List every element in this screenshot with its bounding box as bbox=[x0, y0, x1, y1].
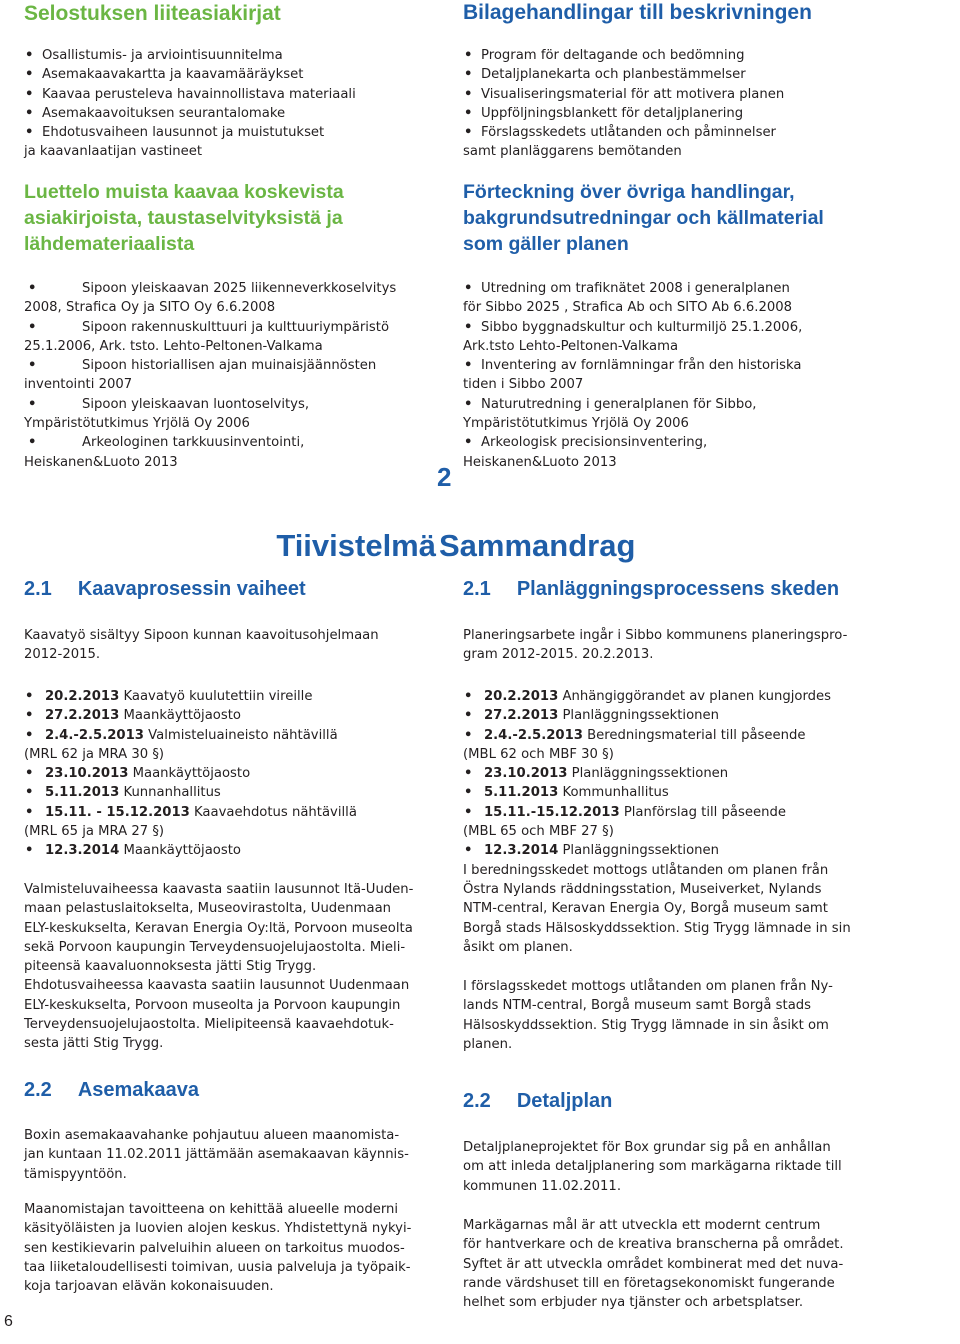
timeline-date: 12.3.2014 bbox=[484, 843, 559, 859]
text-line: för hantverkare och de kreativa branscherna på området. bbox=[463, 1237, 844, 1253]
sv-other-docs-list bbox=[463, 279, 933, 472]
timeline-text: Planförslag till påseende bbox=[619, 804, 786, 820]
list-item bbox=[463, 395, 933, 434]
sv-timeline bbox=[463, 687, 943, 957]
timeline-text: Maankäyttöjaosto bbox=[119, 843, 241, 859]
list-item-text: Sipoon yleiskaavan luontoselvitys, bbox=[82, 396, 310, 412]
text-line: sekä Porvoon kaupungin Terveydensuojelujaostolta. Mieli- bbox=[24, 939, 406, 955]
list-item-text: Arkeologisk precisionsinventering, bbox=[481, 435, 708, 451]
section-title: Asemakaava bbox=[77, 1079, 200, 1101]
fi-other-docs-heading bbox=[24, 179, 436, 257]
timeline-date: 20.2.2013 bbox=[45, 689, 120, 704]
timeline-text: Beredningsmaterial till påseende bbox=[582, 727, 806, 743]
text-line: piteensä kaavaluonnoksesta jätti Stig Trygg. bbox=[24, 959, 317, 975]
section-number: 2.2 bbox=[24, 1079, 52, 1101]
list-item: • Asemakaavoituksen seurantalomake bbox=[24, 104, 436, 123]
section-number: 2.2 bbox=[463, 1090, 491, 1112]
list-item: • Visualiseringsmaterial för att motivera planen bbox=[463, 85, 933, 104]
fi-other-docs-list bbox=[24, 279, 436, 472]
list-item-continuation: 2008, Strafica Oy ja SITO Oy 6.6.2008 bbox=[24, 300, 276, 316]
text-line: rande värdshuset till en företagsekonomiskt fungerande bbox=[463, 1275, 835, 1291]
text-line: käsityöläisten ja luovien alojen keskus. Yhdistettynä nykyi- bbox=[24, 1221, 412, 1237]
sv-section-2-2-para2 bbox=[463, 1216, 943, 1312]
sv-other-docs-heading bbox=[463, 179, 943, 257]
timeline-date: 20.2.2013 bbox=[484, 689, 559, 704]
text-line: tämispyyntöön. bbox=[24, 1166, 127, 1182]
sv-attachments-list bbox=[463, 46, 933, 162]
list-item: • Kaavaa perusteleva havainnollistava materiaali bbox=[24, 85, 436, 104]
heading-line: som gäller planen bbox=[463, 233, 629, 255]
timeline-item bbox=[463, 803, 943, 842]
list-item bbox=[24, 433, 436, 472]
text-line: Ehdotusvaiheessa kaavasta saatiin lausunnot Uudenmaan bbox=[24, 978, 410, 994]
sv-summary-title: Sammandrag bbox=[439, 528, 636, 563]
text-line: Boxin asemakaavahanke pohjautuu alueen maanomista- bbox=[24, 1128, 400, 1143]
page-number: 6 bbox=[4, 1313, 13, 1330]
list-item-continuation: Heiskanen&Luoto 2013 bbox=[24, 454, 178, 470]
section-marker-number: 2 bbox=[437, 462, 452, 492]
timeline-date: 5.11.2013 bbox=[45, 785, 120, 801]
section-number: 2.1 bbox=[24, 578, 52, 600]
sv-section-2-2-heading bbox=[463, 1090, 612, 1113]
section-title: Kaavaprosessin vaiheet bbox=[77, 578, 306, 600]
text-line: Syftet är att utveckla området kombinerat med det nuva- bbox=[463, 1256, 844, 1272]
sv-section-2-2-para1 bbox=[463, 1138, 943, 1196]
timeline-text: Maankäyttöjaosto bbox=[119, 708, 241, 724]
timeline-continuation: I beredningsskedet mottogs utlåtanden om planen från bbox=[463, 862, 829, 878]
sv-section-2-1-para2 bbox=[463, 977, 943, 1054]
text-line: Maanomistajan tavoitteena on kehittää alueelle moderni bbox=[24, 1202, 399, 1217]
list-item-text: Arkeologinen tarkkuusinventointi, bbox=[82, 435, 305, 451]
timeline-date: 5.11.2013 bbox=[484, 785, 559, 801]
timeline-date: 2.4.-2.5.2013 bbox=[484, 727, 583, 743]
timeline-text: Kommunhallitus bbox=[558, 785, 669, 801]
text-line: Detaljplaneprojektet för Box grundar sig på en anhållan bbox=[463, 1140, 831, 1155]
fi-summary-title: Tiivistelmä bbox=[276, 528, 436, 563]
timeline-text: Maankäyttöjaosto bbox=[128, 766, 251, 782]
list-item-continuation: 25.1.2006, Ark. tsto. Lehto-Peltonen-Valkama bbox=[24, 338, 323, 354]
list-item-continuation: Heiskanen&Luoto 2013 bbox=[463, 454, 617, 470]
text-line: 2012-2015. bbox=[24, 647, 101, 663]
timeline-item bbox=[463, 726, 943, 765]
timeline-item bbox=[24, 841, 436, 860]
timeline-date: 15.11. - 15.12.2013 bbox=[45, 804, 190, 820]
text-line: Hälsoskyddssektion. Stig Trygg lämnade in sin åsikt om bbox=[463, 1017, 829, 1033]
timeline-text: Anhängiggörandet av planen kungjordes bbox=[558, 689, 831, 704]
list-item bbox=[24, 395, 436, 434]
text-line: I förslagsskedet mottogs utlåtanden om planen från Ny- bbox=[463, 979, 833, 994]
list-item bbox=[463, 318, 933, 357]
list-item-text: Utredning om trafiknätet 2008 i generalplanen bbox=[481, 281, 790, 296]
timeline-item bbox=[24, 726, 436, 765]
list-item: • Osallistumis- ja arviointisuunnitelma bbox=[24, 46, 436, 65]
list-item-text: Inventering av fornlämningar från den historiska bbox=[481, 358, 802, 374]
fi-attachments-heading: Selostuksen liiteasiakirjat bbox=[24, 2, 281, 25]
text-line: Kaavatyö sisältyy Sipoon kunnan kaavoitusohjelmaan bbox=[24, 628, 379, 643]
list-item-continuation: tiden i Sibbo 2007 bbox=[463, 377, 584, 393]
timeline-text: Planläggningssektionen bbox=[558, 843, 719, 859]
heading-line: Luettelo muista kaavaa koskevista bbox=[24, 181, 344, 203]
timeline-continuation: (MRL 65 ja MRA 27 §) bbox=[24, 824, 165, 840]
timeline-item bbox=[463, 687, 943, 706]
text-line: sen kestikievarin palveluihin alueen on tarkoitus muodos- bbox=[24, 1240, 405, 1256]
text-line: planen. bbox=[463, 1036, 513, 1052]
text-line: jan kuntaan 11.02.2011 jättämään asemakaavan käynnis- bbox=[24, 1147, 409, 1163]
timeline-text: Kaavaehdotus nähtävillä bbox=[189, 804, 357, 820]
section-title: Detaljplan bbox=[516, 1090, 613, 1112]
timeline-date: 23.10.2013 bbox=[484, 766, 568, 782]
list-item-text: Sipoon historiallisen ajan muinaisjäännösten bbox=[82, 358, 377, 374]
list-item-text: Ehdotusvaiheen lausunnot ja muistutukset bbox=[42, 125, 325, 141]
timeline-text: Valmisteluaineisto nähtävillä bbox=[143, 727, 338, 743]
list-item-continuation: för Sibbo 2025 , Strafica Ab och SITO Ab 6.6.2008 bbox=[463, 300, 793, 316]
section-number: 2.1 bbox=[463, 578, 491, 600]
fi-section-2-2-para1 bbox=[24, 1126, 444, 1184]
heading-line: Förteckning över övriga handlingar, bbox=[463, 181, 795, 203]
timeline-item bbox=[24, 687, 436, 706]
sv-section-2-1-heading bbox=[463, 578, 839, 601]
list-item-text: Sipoon yleiskaavan 2025 liikenneverkkoselvitys bbox=[82, 281, 397, 296]
sv-attachments-heading: Bilagehandlingar till beskrivningen bbox=[463, 1, 812, 24]
list-item: • Detaljplanekarta och planbestämmelser bbox=[463, 65, 933, 84]
timeline-date: 23.10.2013 bbox=[45, 766, 129, 782]
list-item-text: Sipoon rakennuskulttuuri ja kulttuuriympäristö bbox=[82, 319, 390, 335]
text-line: Planeringsarbete ingår i Sibbo kommunens planeringspro- bbox=[463, 628, 848, 643]
list-item bbox=[24, 279, 436, 318]
list-item-continuation: Ympäristötutkimus Yrjölä Oy 2006 bbox=[463, 416, 689, 432]
list-item-text: Naturutredning i generalplanen för Sibbo, bbox=[481, 396, 757, 412]
list-item bbox=[463, 279, 933, 318]
list-item-continuation: ja kaavanlaatijan vastineet bbox=[24, 144, 203, 160]
list-item: • Program för deltagande och bedömning bbox=[463, 46, 933, 65]
text-line: Markägarnas mål är att utveckla ett modernt centrum bbox=[463, 1218, 821, 1233]
text-line: maan pelastuslaitokselta, Museovirastolta, Uudenmaan bbox=[24, 901, 392, 917]
fi-attachments-list bbox=[24, 46, 436, 162]
text-line: om att inleda detaljplanering som markägarna riktade till bbox=[463, 1159, 842, 1175]
fi-timeline bbox=[24, 687, 436, 861]
timeline-date: 12.3.2014 bbox=[45, 843, 120, 859]
list-item-continuation: inventointi 2007 bbox=[24, 377, 133, 393]
timeline-text: Kunnanhallitus bbox=[119, 785, 221, 801]
section-title: Planläggningsprocessens skeden bbox=[516, 578, 840, 600]
list-item-continuation: Ark.tsto Lehto-Peltonen-Valkama bbox=[463, 338, 679, 354]
timeline-text: Planläggningssektionen bbox=[558, 708, 719, 724]
list-item bbox=[463, 433, 933, 472]
timeline-item bbox=[24, 706, 436, 725]
timeline-date: 15.11.-15.12.2013 bbox=[484, 804, 620, 820]
list-item-text: Sibbo byggnadskultur och kulturmiljö 25.1.2006, bbox=[481, 319, 803, 335]
list-item bbox=[24, 318, 436, 357]
fi-section-2-2-heading bbox=[24, 1079, 199, 1102]
list-item-continuation: Ympäristötutkimus Yrjölä Oy 2006 bbox=[24, 416, 250, 432]
text-line: taa liiketaloudellisesti toimivan, uusia palveluja ja työpaik- bbox=[24, 1259, 411, 1275]
timeline-item bbox=[24, 783, 436, 802]
list-item: • Uppföljningsblankett för detaljplanering bbox=[463, 104, 933, 123]
timeline-item bbox=[463, 783, 943, 802]
text-line: gram 2012-2015. 20.2.2013. bbox=[463, 647, 654, 663]
text-line: sesta jätti Stig Trygg. bbox=[24, 1036, 164, 1052]
text-line: Valmisteluvaiheessa kaavasta saatiin lausunnot Itä-Uuden- bbox=[24, 882, 414, 897]
list-item bbox=[463, 356, 933, 395]
list-item bbox=[463, 123, 933, 162]
timeline-continuation: (MRL 62 ja MRA 30 §) bbox=[24, 746, 165, 762]
text-line: ELY-keskukselta, Keravan Energia Oy:ltä, Porvoon museolta bbox=[24, 920, 413, 936]
fi-section-2-1-heading bbox=[24, 578, 306, 601]
list-item bbox=[24, 123, 436, 162]
heading-line: bakgrundsutredningar och källmaterial bbox=[463, 207, 824, 229]
timeline-item bbox=[24, 764, 436, 783]
list-item-text: Förslagsskedets utlåtanden och påminnelser bbox=[481, 125, 776, 141]
timeline-continuation: NTM-central, Keravan Energia Oy, Borgå museum samt bbox=[463, 901, 828, 917]
timeline-continuation: Östra Nylands räddningsstation, Museiverket, Nylands bbox=[463, 881, 822, 897]
timeline-date: 27.2.2013 bbox=[45, 708, 120, 724]
text-line: helhet som erbjuder nya tjänster och arbetsplatser. bbox=[463, 1295, 804, 1311]
fi-section-2-1-paragraph bbox=[24, 880, 444, 1054]
heading-line: asiakirjoista, taustaselvityksistä ja bbox=[24, 207, 343, 229]
text-line: kommunen 11.02.2011. bbox=[463, 1178, 622, 1194]
list-item-continuation: samt planläggarens bemötanden bbox=[463, 144, 682, 160]
sv-section-2-1-intro bbox=[463, 626, 943, 665]
text-line: ELY-keskukselta, Porvoon museolta ja Porvoon kaupungin bbox=[24, 997, 401, 1013]
text-line: koja tarjoavan elävän kokonaisuuden. bbox=[24, 1279, 274, 1295]
timeline-text: Planläggningssektionen bbox=[567, 766, 729, 782]
timeline-date: 2.4.-2.5.2013 bbox=[45, 727, 144, 743]
fi-section-2-1-intro bbox=[24, 626, 436, 665]
text-line: Terveydensuojelujaostolta. Mielipiteensä kaavaehdotuk- bbox=[24, 1017, 394, 1033]
timeline-continuation: (MBL 65 och MBF 27 §) bbox=[463, 824, 614, 840]
list-item: • Asemakaavakartta ja kaavamääräykset bbox=[24, 65, 436, 84]
timeline-item bbox=[463, 841, 943, 957]
timeline-date: 27.2.2013 bbox=[484, 708, 559, 724]
timeline-item bbox=[463, 764, 943, 783]
list-item bbox=[24, 356, 436, 395]
text-line: lands NTM-central, Borgå museum samt Borgå stads bbox=[463, 998, 812, 1014]
timeline-continuation: åsikt om planen. bbox=[463, 939, 573, 955]
timeline-item bbox=[24, 803, 436, 842]
timeline-continuation: Borgå stads Hälsoskyddssektion. Stig Trygg lämnade in sin bbox=[463, 920, 851, 936]
timeline-item bbox=[463, 706, 943, 725]
heading-line: lähdemateriaalista bbox=[24, 233, 195, 255]
timeline-text: Kaavatyö kuulutettiin vireille bbox=[119, 689, 313, 704]
fi-section-2-2-para2 bbox=[24, 1200, 444, 1296]
timeline-continuation: (MBL 62 och MBF 30 §) bbox=[463, 746, 614, 762]
